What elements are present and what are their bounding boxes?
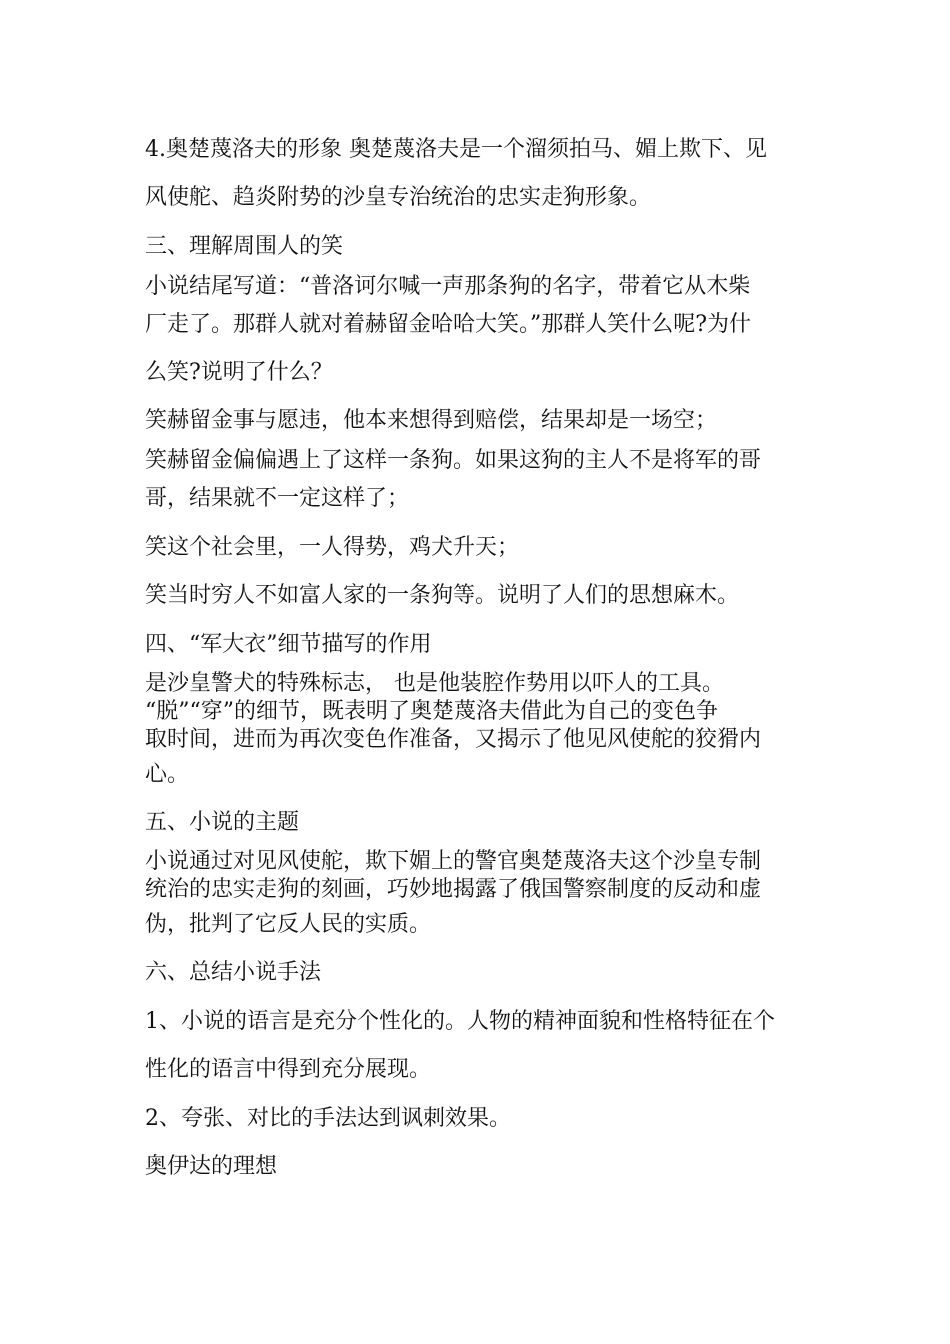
section-heading-5: 五、小说的主题 xyxy=(145,810,300,835)
text-line: 笑这个社会里，一人得势，鸡犬升天； xyxy=(145,535,520,560)
text-line: 取时间，进而为再次变色作准备，又揭示了他见风使舵的狡猾内 xyxy=(145,727,762,752)
text-line: 2、夸张、对比的手法达到讽刺效果。 xyxy=(145,1106,511,1131)
text-line: “脱”“穿”的细节，既表明了奥楚蔑洛夫借此为自己的变色争 xyxy=(145,699,718,724)
section-heading-6: 六、总结小说手法 xyxy=(145,960,322,985)
text-line: 厂走了。那群人就对着赫留金哈哈大笑。”那群人笑什么呢?为什 xyxy=(145,312,752,337)
text-line: 小说结尾写道：“普洛诃尔喊一声那条狗的名字，带着它从木柴 xyxy=(145,274,751,299)
text-line: 小说通过对见风使舵，欺下媚上的警官奥楚蔑洛夫这个沙皇专制 xyxy=(145,849,762,874)
text-line: 1、小说的语言是充分个性化的。人物的精神面貌和性格特征在个 xyxy=(145,1009,775,1034)
text-line: 么笑?说明了什么？ xyxy=(145,360,333,385)
section-heading-3: 三、理解周围人的笑 xyxy=(145,234,344,259)
text-line: 性化的语言中得到充分展现。 xyxy=(145,1057,432,1082)
text-line: 统治的忠实走狗的刻画，巧妙地揭露了俄国警察制度的反动和虚 xyxy=(145,877,762,902)
text-line: 心。 xyxy=(145,762,190,787)
text-line: 哥，结果就不一定这样了； xyxy=(145,486,410,511)
text-line: 笑赫留金偏偏遇上了这样一条狗。如果这狗的主人不是将军的哥 xyxy=(145,448,762,473)
text-line: 是沙皇警犬的特殊标志， 也是他装腔作势用以吓人的工具。 xyxy=(145,671,724,696)
text-line: 伪，批判了它反人民的实质。 xyxy=(145,912,432,937)
text-line: 笑赫留金事与愿违，他本来想得到赔偿，结果却是一场空； xyxy=(145,408,718,433)
text-line: 风使舵、趋炎附势的沙皇专治统治的忠实走狗形象。 xyxy=(145,185,652,210)
text-line: 4.奥楚蔑洛夫的形象 奥楚蔑洛夫是一个溜须拍马、媚上欺下、见 xyxy=(145,137,767,162)
text-line: 笑当时穷人不如富人家的一条狗等。说明了人们的思想麻木。 xyxy=(145,583,740,608)
text-line: 奥伊达的理想 xyxy=(145,1154,278,1179)
section-heading-4: 四、“军大衣”细节描写的作用 xyxy=(145,632,432,657)
